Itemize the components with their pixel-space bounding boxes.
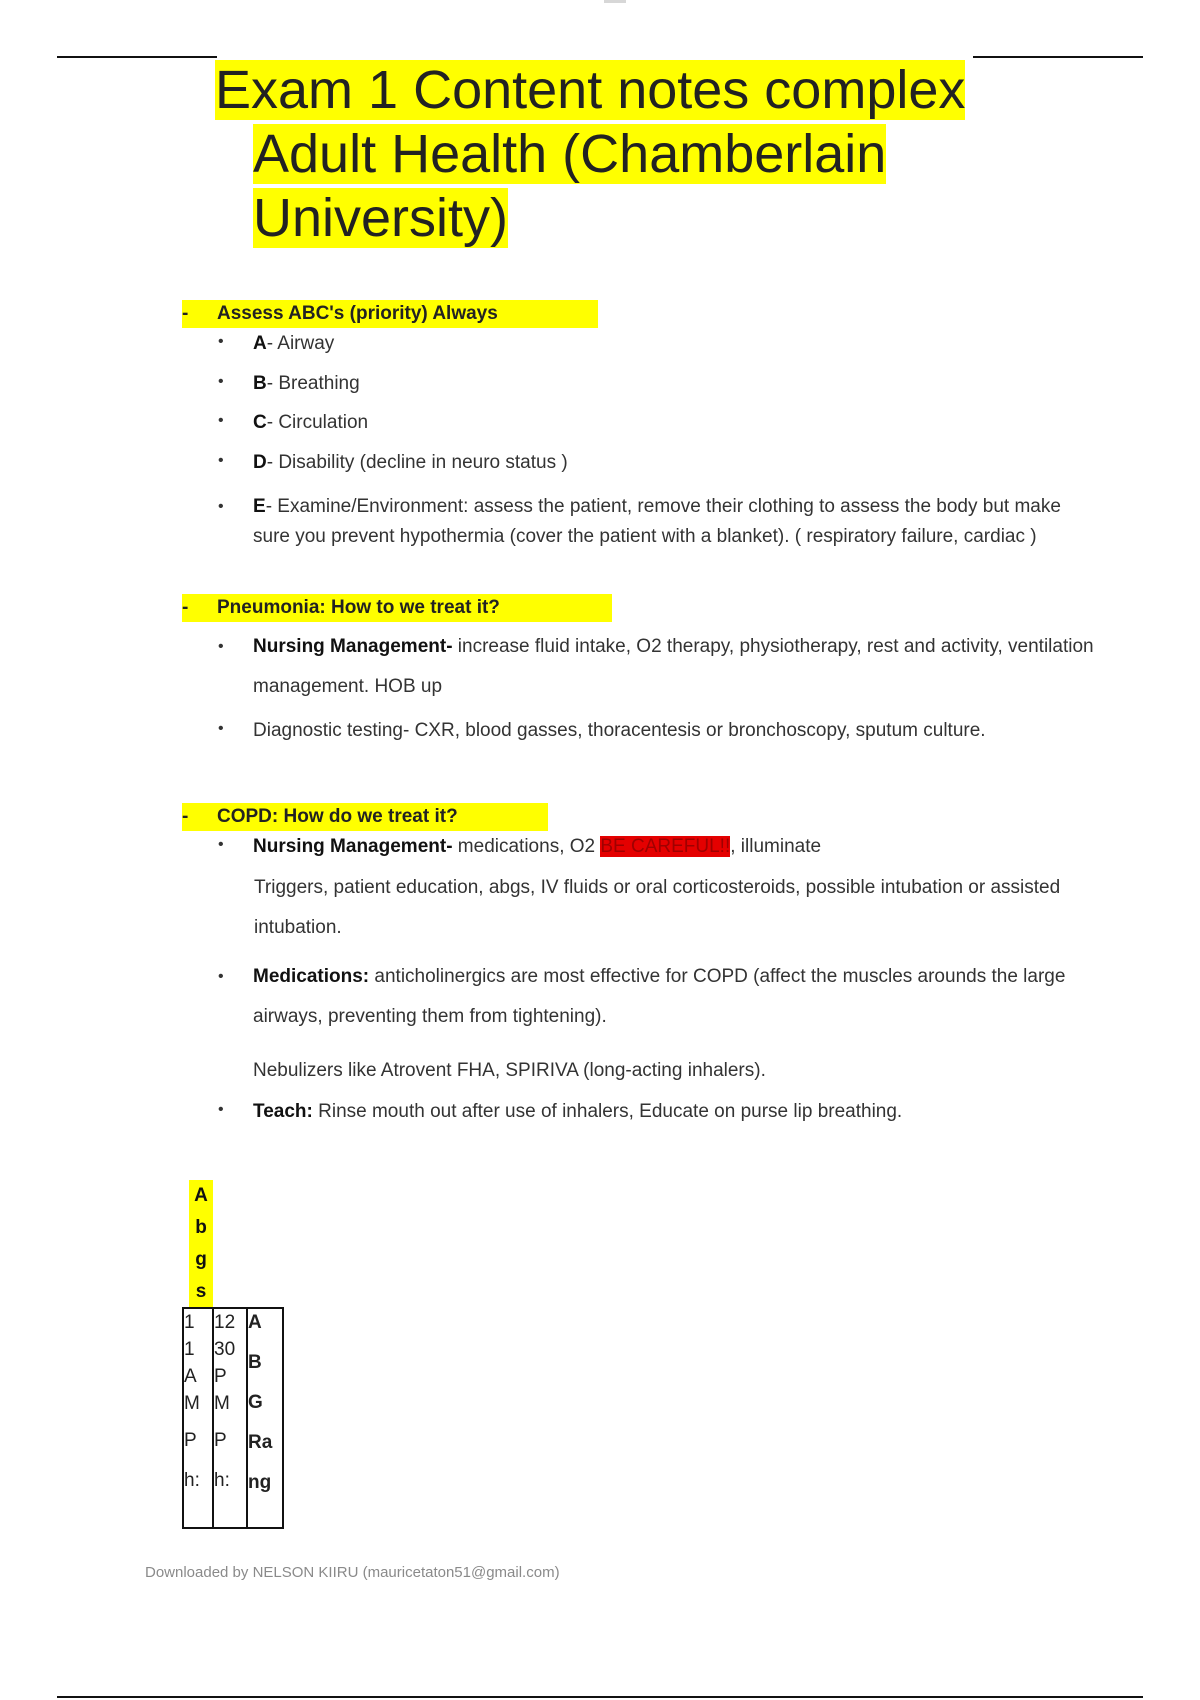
- bullet-icon: •: [218, 412, 224, 429]
- download-footer: Downloaded by NELSON KIIRU (mauricetaton51@gmail.com): [145, 1564, 560, 1581]
- bullet-icon: •: [218, 1101, 224, 1118]
- warning-highlight: BE CAREFUL!!: [600, 836, 731, 857]
- section-heading-copd: - COPD: How do we treat it?: [182, 803, 548, 831]
- section-heading-pneumonia: - Pneumonia: How to we treat it?: [182, 594, 612, 622]
- note-text: Nebulizers like Atrovent FHA, SPIRIVA (long-acting inhalers).: [253, 1060, 766, 1081]
- document-title: [215, 58, 1015, 250]
- table-cell: 1 1 A M P h:: [183, 1308, 213, 1528]
- title-line-1: Exam 1 Content notes complex: [215, 60, 966, 120]
- title-line-3: University): [253, 188, 509, 248]
- section-heading-abc: - Assess ABC's (priority) Always: [182, 300, 598, 328]
- bullet-icon: •: [218, 498, 224, 515]
- table-cell: 12 30 P M P h:: [213, 1308, 247, 1528]
- bullet-icon: •: [218, 452, 224, 469]
- bullet-icon: •: [218, 720, 224, 737]
- abg-table: [182, 1307, 284, 1529]
- page-top-mark: [604, 0, 626, 3]
- bullet-icon: •: [218, 638, 224, 655]
- footer-rule: [57, 1696, 1143, 1698]
- abgs-label: A b g s: [189, 1180, 213, 1308]
- bullet-icon: •: [218, 373, 224, 390]
- header-rule-left: [57, 56, 217, 58]
- table-cell: A B G Ra ng: [247, 1308, 283, 1528]
- title-line-2: Adult Health (Chamberlain: [253, 124, 887, 184]
- bullet-icon: •: [218, 333, 224, 350]
- bullet-icon: •: [218, 968, 224, 985]
- bullet-icon: •: [218, 836, 224, 853]
